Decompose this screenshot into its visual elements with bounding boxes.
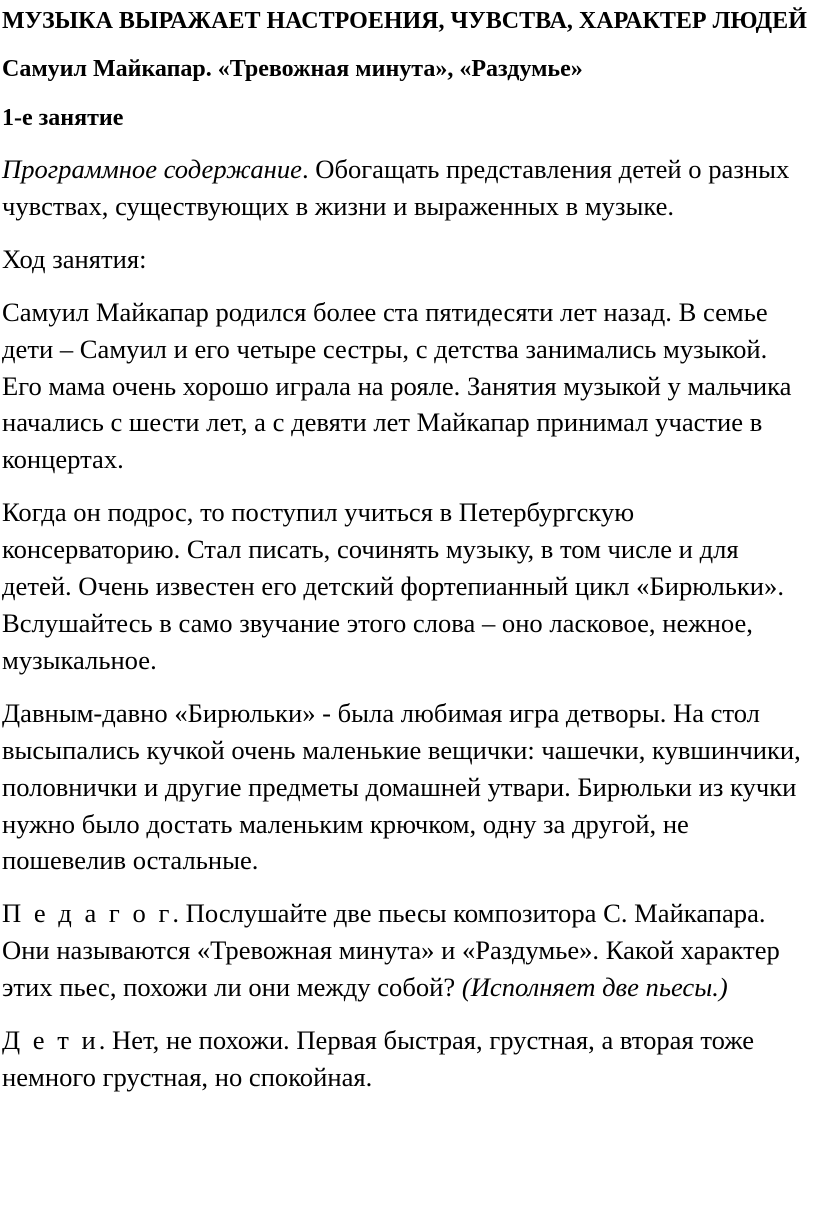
- program-paragraph: [2, 151, 812, 225]
- paragraph-biography: Самуил Майкапар родился более ста пятидесяти лет назад. В семье дети – Самуил и его четыре сестры, с детства занимались музыкой. Его мама очень хорошо играла на рояле. Занятия музыкой у мальчика начались с шести лет, а с девяти лет Майкапар принимал участие в концертах.: [2, 296, 792, 475]
- paragraph-conservatory: Когда он подрос, то поступил учиться в Петербургскую консерваторию. Стал писать, сочинять музыку, в том числе и для детей. Очень известен его детский фортепианный цикл «Бирюльки». Вслушайтесь в само звучание этого слова – оно ласковое, нежное, музыкальное.: [2, 497, 784, 675]
- program-text: . Обогащать представления детей о разных чувствах, существующих в жизни и выраженных в музыке.: [2, 154, 790, 221]
- lesson-subtitle: Самуил Майкапар. «Тревожная минута», «Раздумье»: [2, 56, 583, 82]
- teacher-dialogue: [2, 895, 812, 1006]
- teacher-speaker: П е д а г о г: [2, 898, 173, 929]
- document-title: МУЗЫКА ВЫРАЖАЕТ НАСТРОЕНИЯ, ЧУВСТВА, ХАРАКТЕР ЛЮДЕЙ: [2, 8, 807, 34]
- teacher-text: . Послушайте две пьесы композитора С. Майкапара. Они называются «Тревожная минута» и «Раздумье». Какой характер этих пьес, похожи ли они между собой?: [2, 898, 780, 1003]
- program-label: Программное содержание: [2, 154, 302, 184]
- course-heading: Ход занятия:: [2, 243, 147, 274]
- children-speaker: Д е т и: [2, 1025, 99, 1056]
- children-dialogue: [2, 1022, 812, 1096]
- lesson-number: 1-е занятие: [2, 105, 124, 131]
- paragraph-biryulki-game: Давным-давно «Бирюльки» - была любимая игра детворы. На стол высыпались кучкой очень маленькие вещички: чашечки, кувшинчики, половнички и другие предметы домашней утвари. Бирюльки из кучки нужно было достать маленьким крючком, одну за другой, не пошевелив остальные.: [2, 697, 801, 876]
- children-text: . Нет, не похожи. Первая быстрая, грустная, а вторая тоже немного грустная, но спокойная.: [2, 1025, 755, 1092]
- teacher-stage-note: (Исполняет две пьесы.): [461, 972, 728, 1003]
